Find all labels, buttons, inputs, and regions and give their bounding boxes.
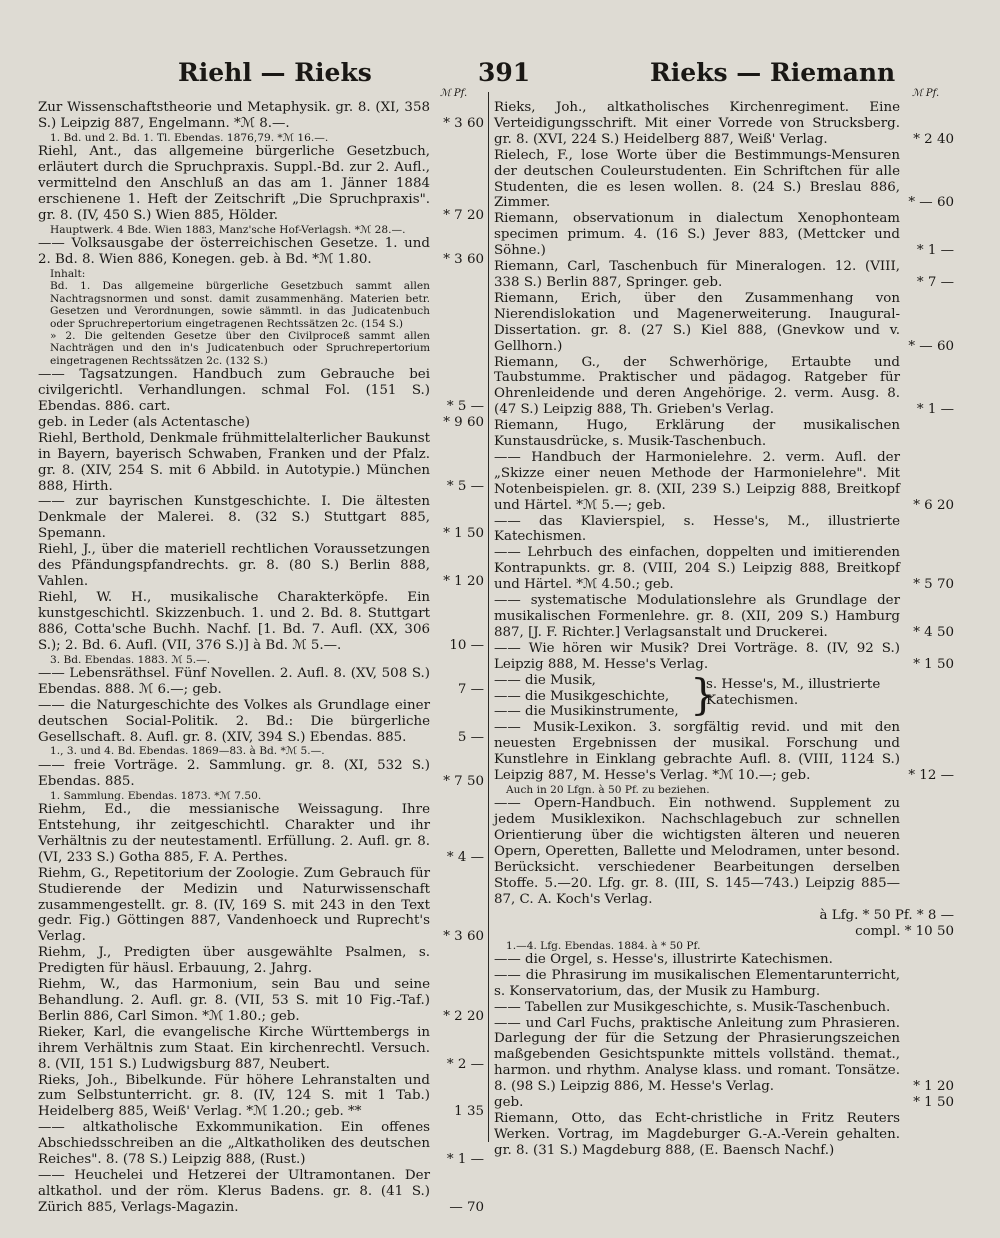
- bibliography-entry: [38, 100, 484, 132]
- bibliography-entry: [494, 514, 954, 546]
- entry-note: [38, 745, 484, 757]
- entry-note: [38, 790, 484, 802]
- brace-entry-group: [494, 669, 954, 721]
- entry-note: [38, 280, 484, 330]
- bibliography-entry: [38, 758, 484, 790]
- entry-text: Riehm, G., Repetitorium der Zoologie. Zum Gebrauch für Studierende der Medizin und Naturwissenschaft zusammengestellt. gr. 8. (IV, 169 S. mit 243 in den Text gedr. Fig.) Göttingen 887, Vandenhoeck und Ruprecht's Verlag.: [38, 865, 430, 945]
- column-divider: [488, 92, 489, 1142]
- entry-note: [494, 940, 954, 952]
- entry-price: * 9 60: [443, 414, 484, 430]
- entry-text: —— und Carl Fuchs, praktische Anleitung zum Phrasieren. Darlegung der für die Setzung der Phrasierungszeichen maßgebenden Gesichtspunkte mittels vollständ. themat., harmon. und rhythm. Analyse klass. und romant. Tonsätze. 8. (98 S.) Leipzig 886, M. Hesse's Verlag.: [494, 1015, 900, 1095]
- entry-price: * 1 —: [916, 243, 954, 259]
- entry-text: Hauptwerk. 4 Bde. Wien 1883, Manz'sche Hof-Verlagsh. *ℳ 28.—.: [50, 223, 406, 236]
- bibliography-entry: [38, 977, 484, 1025]
- entry-price: * 1 —: [446, 1152, 484, 1168]
- right-column: [494, 100, 954, 1159]
- bibliography-entry: [494, 908, 954, 924]
- entry-text: 1. Sammlung. Ebendas. 1873. *ℳ 7.50.: [50, 789, 262, 802]
- page-header: [0, 58, 1000, 98]
- entry-text: Riehm, J., Predigten über ausgewählte Psalmen, s. Predigten für häusl. Erbauung, 2. Jahrg.: [38, 945, 430, 977]
- currency-label-right: ℳ Pf.: [912, 88, 940, 99]
- bibliography-entry: [494, 1095, 954, 1111]
- entry-text: Riemann, Carl, Taschenbuch für Mineralogen. 12. (VIII, 338 S.) Berlin 887, Springer. geb.: [494, 259, 900, 290]
- bibliography-entry: [494, 720, 954, 784]
- entry-text: Bd. 1. Das allgemeine bürgerliche Gesetzbuch sammt allen Nachtragsnormen und sonst. damit zusammenhäng. Materien betr. Gesetzen und Verordnungen, sowie sämmtl. in das Judicatenbuch oder Spruchrepertorium eingetragenen Rechtssätzen 2c. (154 S.): [50, 280, 430, 330]
- bibliography-entry: [38, 666, 484, 698]
- bibliography-entry: [38, 415, 484, 431]
- header-left: Riehl — Rieks: [178, 58, 372, 87]
- entry-price: * 7 —: [916, 274, 954, 290]
- entry-text: Riemann, Otto, das Echt-christliche in Fritz Reuters Werken. Vortrag, im Magdeburger G.-A.-Verein gehalten. gr. 8. (31 S.) Magdeburg 888, (E. Baensch Nachf.): [494, 1111, 900, 1158]
- entry-price: 10 —: [449, 637, 484, 653]
- entry-text: —— Musik-Lexikon. 3. sorgfältig revid. und mit den neuesten Ergebnissen der musikal. Forschung und Kunstlehre in Einklang gebrachte Aufl. 8. (VIII, 1124 S.) Leipzig 887, M. Hesse's Verlag. *ℳ 10.—; geb.: [494, 720, 900, 784]
- entry-text: Riehl, Ant., das allgemeine bürgerliche Gesetzbuch, erläutert durch die Spruchpraxis. Suppl.-Bd. zur 2. Aufl., vermittelnd den Anschluß an das am 1. Jänner 1884 erschienene 1. Heft der Zeitschrift „Die Spruchpraxis". gr. 8. (IV, 450 S.) Wien 885, Hölder.: [38, 144, 430, 223]
- bibliography-entry: [494, 291, 954, 355]
- bibliography-entry: [494, 211, 954, 259]
- bibliography-entry: [494, 100, 954, 148]
- entry-price: 1 35: [454, 1104, 484, 1120]
- entry-note: [38, 268, 484, 280]
- bibliography-entry: [494, 924, 954, 940]
- entry-text: Riehl, J., über die materiell rechtlichen Voraussetzungen des Pfändungspfandrechts. gr. 8. (80 S.) Berlin 888, Vahlen.: [38, 542, 430, 589]
- entry-text: —— systematische Modulationslehre als Grundlage der musikalischen Formenlehre. gr. 8. (XII, 209 S.) Hamburg 887, [J. F. Richter.] Verlagsanstalt und Druckerei.: [494, 593, 900, 640]
- entry-price: * 12 —: [908, 768, 954, 784]
- entry-text: —— Heuchelei und Hetzerei der Ultramontanen. Der altkathol. und der röm. Klerus Badens. gr. 8. (41 S.) Zürich 885, Verlags-Magazin.: [38, 1167, 430, 1215]
- entry-price: * 1 50: [443, 526, 484, 542]
- entry-text: —— Opern-Handbuch. Ein nothwend. Supplement zu jedem Musiklexikon. Nachschlagebuch zur schnellen Orientierung über die wichtigsten älteren und neueren Opern, Operetten, Ballette und Melodramen, unter besond. Berücksicht. verschiedener Bearbeitungen derselben Stoffe. 5.—20. Lfg. gr. 8. (III, S. 145—743.) Leipzig 885—87, C. A. Koch's Verlag.: [494, 796, 900, 907]
- entry-text: Auch in 20 Lfgn. à 50 Pf. zu beziehen.: [506, 783, 710, 796]
- entry-price: * 4 50: [913, 624, 954, 640]
- entry-text: à Lfg. * 50 Pf. * 8 —: [819, 907, 954, 923]
- entry-text: —— Handbuch der Harmonielehre. 2. verm. Aufl. der „Skizze einer neuen Methode der Harmonielehre". Mit Notenbeispielen. gr. 8. (XII, 239 S.) Leipzig 888, Breitkopf und Härtel. *ℳ 5.—; geb.: [494, 449, 900, 513]
- bibliography-entry: [38, 431, 484, 495]
- entry-text: Riehl, W. H., musikalische Charakterköpfe. Ein kunstgeschichtl. Skizzenbuch. 1. und 2. Bd. 8. Stuttgart 886, Cotta'sche Buchh. Nachf. [1. Bd. 7. Aufl. (XX, 306 S.); 2. Bd. 6. Aufl. (VII, 376 S.)] à Bd. ℳ 5.—.: [38, 589, 430, 653]
- entry-price: * 5 —: [446, 399, 484, 415]
- entry-text: —— die Naturgeschichte des Volkes als Grundlage einer deutschen Social-Politik. 2. Bd.: Die bürgerliche Gesellschaft. 8. Aufl. gr. 8. (XIV, 394 S.) Ebendas. 885.: [38, 697, 430, 745]
- entry-price: * 5 —: [446, 478, 484, 494]
- currency-label-left: ℳ Pf.: [440, 88, 468, 99]
- curly-brace: }: [690, 669, 717, 719]
- entry-price: * 1 —: [916, 402, 954, 418]
- entry-text: Rieker, Karl, die evangelische Kirche Württembergs in ihrem Verhältnis zum Staat. Ein kirchenrechtl. Versuch. 8. (VII, 151 S.) Ludwigsburg 887, Neubert.: [38, 1024, 430, 1072]
- entry-text: —— Volksausgabe der österreichischen Gesetze. 1. und 2. Bd. 8. Wien 886, Konegen. geb. à Bd. *ℳ 1.80.: [38, 236, 430, 268]
- brace-reference: s. Hesse's, M., illustrierte Katechismen.: [706, 676, 881, 708]
- entry-price: * 3 60: [443, 252, 484, 268]
- entry-text: geb.: [494, 1095, 524, 1111]
- bibliography-entry: [38, 236, 484, 268]
- entry-price: * 1 50: [913, 1095, 954, 1111]
- entry-text: —— das Klavierspiel, s. Hesse's, M., illustrierte Katechismen.: [494, 513, 900, 545]
- bibliography-entry: [38, 866, 484, 946]
- entry-note: [38, 132, 484, 144]
- entry-text: 1., 3. und 4. Bd. Ebendas. 1869—83. à Bd. *ℳ 5.—.: [50, 745, 325, 758]
- entry-text: —— Tabellen zur Musikgeschichte, s. Musik-Taschenbuch.: [494, 999, 891, 1015]
- left-column: [38, 100, 484, 1216]
- entry-price: * 1 20: [913, 1079, 954, 1095]
- bibliography-entry: [38, 698, 484, 746]
- bibliography-entry: [38, 1025, 484, 1073]
- entry-note: [38, 654, 484, 666]
- entry-price: * 2 40: [913, 131, 954, 147]
- entry-price: * 7 20: [443, 207, 484, 223]
- entry-text: » 2. Die geltenden Gesetze über den Civilproceß sammt allen Nachträgen und den in's Judicatenbuch oder Spruchrepertorium eingetragenen Rechtssätzen 2c. (132 S.): [50, 330, 430, 367]
- entry-note: [38, 224, 484, 236]
- entry-price: * 2 20: [443, 1008, 484, 1024]
- bibliography-entry: [38, 494, 484, 542]
- entry-text: —— Tagsatzungen. Handbuch zum Gebrauche bei civilgerichtl. Verhandlungen. schmal Fol. (151 S.) Ebendas. 886. cart.: [38, 367, 430, 415]
- bibliography-entry: [494, 450, 954, 514]
- bibliography-entry: [38, 144, 484, 224]
- entry-price: — 70: [449, 1199, 484, 1215]
- entry-text: Rielech, F., lose Worte über die Bestimmungs-Mensuren der deutschen Couleurstudenten. Ein Schriftchen für alle Studenten, die es lesen wollen. 8. (24 S.) Breslau 886, Zimmer.: [494, 147, 900, 211]
- bibliography-entry: [38, 1073, 484, 1121]
- entry-text: —— die Phrasirung im musikalischen Elementarunterricht, s. Konservatorium, das, der Musik zu Hamburg.: [494, 967, 900, 999]
- entry-price: * 5 70: [913, 577, 954, 593]
- entry-note: [494, 784, 954, 796]
- entry-text: Riemann, Hugo, Erklärung der musikalischen Kunstausdrücke, s. Musik-Taschenbuch.: [494, 418, 900, 450]
- entry-note: [38, 330, 484, 367]
- bibliography-entry: [494, 1111, 954, 1159]
- bibliography-entry: [494, 1016, 954, 1096]
- bibliography-entry: [38, 802, 484, 866]
- bibliography-entry: [494, 641, 954, 673]
- entry-price: * 1 50: [913, 656, 954, 672]
- entry-text: 1. Bd. und 2. Bd. 1. Tl. Ebendas. 1876,79. *ℳ 16.—.: [50, 131, 329, 144]
- entry-text: —— altkatholische Exkommunikation. Ein offenes Abschiedsschreiben an die „Altkatholiken des deutschen Reiches". 8. (78 S.) Leipzig 888, (Rust.): [38, 1120, 430, 1168]
- bibliography-entry: [38, 542, 484, 590]
- entry-price: 7 —: [457, 681, 484, 697]
- bibliography-entry: [494, 545, 954, 593]
- bibliography-entry: [494, 355, 954, 419]
- page-number: 391: [478, 58, 531, 87]
- entry-text: —— zur bayrischen Kunstgeschichte. I. Die ältesten Denkmale der Malerei. 8. (32 S.) Stuttgart 885, Spemann.: [38, 494, 430, 542]
- bibliography-entry: [494, 259, 954, 291]
- bibliography-entry: [38, 1168, 484, 1216]
- entry-price: * 6 20: [913, 497, 954, 513]
- entry-text: —— freie Vorträge. 2. Sammlung. gr. 8. (XI, 532 S.) Ebendas. 885.: [38, 757, 430, 789]
- entry-text: Inhalt:: [50, 267, 86, 280]
- entry-price: * 4 —: [446, 849, 484, 865]
- brace-item: —— die Musik,: [494, 672, 596, 688]
- bibliography-entry: [38, 1120, 484, 1168]
- bibliography-entry: [38, 367, 484, 415]
- brace-item: —— die Musikinstrumente,: [494, 704, 679, 720]
- entry-text: —— Wie hören wir Musik? Drei Vorträge. 8. (IV, 92 S.) Leipzig 888, M. Hesse's Verlag.: [494, 640, 900, 672]
- entry-text: —— Lehrbuch des einfachen, doppelten und imitierenden Kontrapunkts. gr. 8. (VIII, 204 S.) Leipzig 888, Breitkopf und Härtel. *ℳ 4.50.; geb.: [494, 545, 900, 593]
- entry-text: compl. * 10 50: [855, 923, 954, 939]
- bibliography-entry: [38, 945, 484, 977]
- entry-text: Riemann, observationum in dialectum Xenophonteam specimen primum. 4. (16 S.) Jever 883, (Mettcker und Söhne.): [494, 211, 900, 259]
- bibliography-entry: [494, 418, 954, 450]
- entry-text: Riehm, Ed., die messianische Weissagung. Ihre Entstehung, ihr zeitgeschichtl. Charakter und ihr Verhältnis zu der neutestamentl. Erfüllung. 2. Aufl. gr. 8. (VI, 233 S.) Gotha 885, F. A. Perthes.: [38, 802, 430, 865]
- brace-items: [494, 673, 690, 721]
- entry-text: Zur Wissenschaftstheorie und Metaphysik. gr. 8. (XI, 358 S.) Leipzig 887, Engelmann. *ℳ 8.—.: [38, 100, 430, 131]
- bibliography-entry: [494, 952, 954, 968]
- entry-price: * 7 50: [443, 773, 484, 789]
- entry-price: * 2 —: [446, 1056, 484, 1072]
- entry-price: * — 60: [908, 338, 954, 354]
- bibliography-entry: [494, 796, 954, 907]
- entry-text: —— die Orgel, s. Hesse's, illustrirte Katechismen.: [494, 951, 833, 967]
- entry-text: Riemann, Erich, über den Zusammenhang von Nierendislokation und Magenerweiterung. Inaugural-Dissertation. gr. 8. (27 S.) Kiel 888, (Gnevkow und v. Gellhorn.): [494, 290, 900, 354]
- entry-text: 3. Bd. Ebendas. 1883. ℳ 5.—.: [50, 653, 211, 666]
- bibliography-entry: [494, 148, 954, 212]
- entry-text: Riehl, Berthold, Denkmale frühmittelalterlicher Baukunst in Bayern, bayerisch Schwaben, Franken und der Pfalz. gr. 8. (XIV, 254 S. mit 6 Abbild. in Autotypie.) München 888, Hirth.: [38, 430, 430, 494]
- entry-text: Riemann, G., der Schwerhörige, Ertaubte und Taubstumme. Praktischer und pädagog. Ratgeber für Ohrenleidende und deren Angehörige. 2. verm. Ausg. 8. (47 S.) Leipzig 888, Th. Grieben's Verlag.: [494, 354, 900, 418]
- bibliography-entry: [494, 1000, 954, 1016]
- entry-text: Rieks, Joh., Bibelkunde. Für höhere Lehranstalten und zum Selbstunterricht. gr. 8. (IV, 124 S. mit 1 Tab.) Heidelberg 885, Weiß' Verlag. *ℳ 1.20.; geb. **: [38, 1072, 430, 1120]
- entry-text: geb. in Leder (als Actentasche): [38, 414, 250, 430]
- entry-text: —— Lebensräthsel. Fünf Novellen. 2. Aufl. 8. (XV, 508 S.) Ebendas. 888. ℳ 6.—; geb.: [38, 665, 430, 697]
- entry-price: * — 60: [908, 195, 954, 211]
- entry-price: * 3 60: [443, 929, 484, 945]
- header-right: Rieks — Riemann: [650, 58, 896, 87]
- entry-text: Riehm, W., das Harmonium, sein Bau und seine Behandlung. 2. Aufl. gr. 8. (VII, 53 S. mit 10 Fig.-Taf.) Berlin 886, Carl Simon. *ℳ 1.80.; geb.: [38, 977, 430, 1024]
- bibliography-entry: [494, 593, 954, 641]
- entry-text: Rieks, Joh., altkatholisches Kirchenregiment. Eine Verteidigungsschrift. Mit einer Vorrede von Strucksberg. gr. 8. (XVI, 224 S.) Heidelberg 887, Weiß' Verlag.: [494, 100, 900, 147]
- entry-price: * 1 20: [443, 574, 484, 589]
- brace-item: —— die Musikgeschichte,: [494, 688, 670, 704]
- bibliography-entry: [38, 590, 484, 654]
- entry-text: 1.—4. Lfg. Ebendas. 1884. à * 50 Pf.: [506, 939, 701, 952]
- bibliography-entry: [494, 968, 954, 1000]
- entry-price: 5 —: [457, 729, 484, 745]
- entry-price: * 3 60: [443, 115, 484, 131]
